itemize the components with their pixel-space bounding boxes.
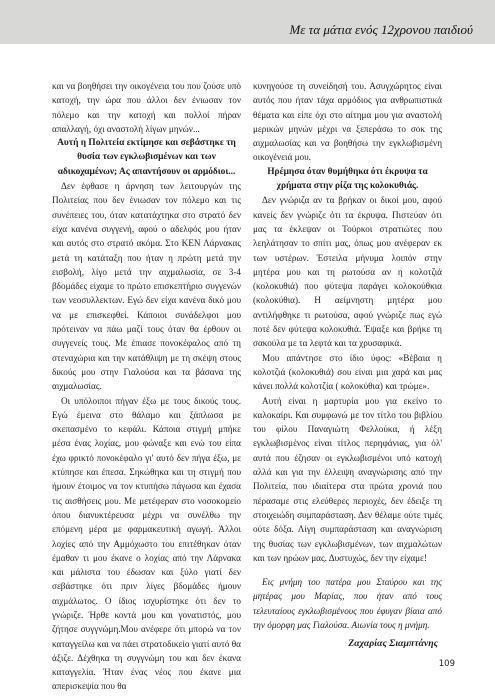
running-header-title: Με τα μάτια ενός 12χρονου παιδιού bbox=[289, 22, 473, 37]
right-text-column bbox=[253, 79, 442, 652]
paragraph: Δεν έφθασε η άρνηση των λειτουργών της Πολιτείας που δεν ένιωσαν τον πόλεμο και τις συνέπειες του, όταν κατατάχτηκα στο στρατό δεν είχα κανένα συγγενή, αφού ο αδελφός μου ήταν και αυτός στο στρατό ακόμα. Στο ΚΕΝ Λάρνακας μετά τη κατάταξη που ήταν η πρώτη μετά την εισβολή, λίγο μετά την αιχμαλωσία, σε 3-4 βδομάδες είχαμε το πρώτο επισκεπτήριο συγγενών των νεοσυλλεκτων. Εγώ δεν είχα κανένα δικό μου να με επισκεφθεί. Κάποιοι συνάδελφοι μου πρότειναν να πάω μαζί τους όταν θα έρθουν οι συγγενείς τους. Με έπιασε πονοκέφαλος από τη στεναχώρια και την κατάθλιψη με τη σκέψη στους δικούς μου στην Γιαλούσα και τα βάσανα της αιχμαλωσίας. bbox=[52, 181, 241, 392]
dedication-paragraph: Εις μνήμη του πατέρα μου Σταύρου και της μητέρας μου Μαρίας, που ήταν από τους τελευταίους εγκλωβισμένους που έφυγαν βίαια από την όμορφη μας Γιαλούσα. Αιωνία τους η μνήμη. bbox=[253, 577, 442, 630]
paragraph-continued: και να βοηθήσει την οικογένεια του που ζούσε υπό κατοχή, την ώρα που άλλοι δεν ένιωσαν τον πόλεμο και την κατοχή και πολλοί πήραν απαλλαγή, όχι αναστολή λίγων μηνών... bbox=[52, 81, 241, 134]
author-signature: Ζαχαρίας Σιαμπτάνης bbox=[348, 638, 438, 650]
bold-subheading: Ηρέμησα όταν θυμήθηκα ότι έκρυψα τα χρήματα στην ρίζα της κολοκυθιάς. bbox=[267, 166, 428, 192]
paragraph-continued: κυνηγούσε τη συνείδησή του. Ασυγχώρητος είναι αυτός που ήταν τάχα αρμόδιος για ανθρωπιστικά θέματα και είπε όχι στο αίτημα μου για αναστολή μερικών μηνών μέχρι να ξεπεράσω το σοκ της αιχμαλωσίας και να βοηθήσω την εγκλωβισμένη οικογένειά μου. bbox=[253, 81, 442, 163]
paragraph: Αυτή είναι η μαρτυρία μου για εκείνο το καλοκαίρι. Και συμφωνώ με τον τίτλο του βιβλίου του φίλου Παναγιώτη Φελλούκα, ή λέξη εγκλωβισμένος είναι τίτλος περηφάνιας, για όλ' αυτά που έζησαν οι εγκλωβισμένοι υπό κατοχή αλλά και για την έλλειψη αναγνώρισης από την Πολιτεία, που ιδιαίτερα στα πρώτα χρονιά που πέρασαμε στις ελεύθερες περιοχές, δεν έδειξε τη στοιχειώδη συμπαράσταση. Δεν θέλαμε ούτε τιμές ούτε δόξα. Λίγη συμπαράσταση και αναγνώριση της θυσίας των εγκλωβισμένων, των αιχμαλώτων και των ηρώων μας. Δυστυχώς, δεν την είχαμε! bbox=[253, 395, 442, 563]
paragraph-gap bbox=[253, 565, 442, 575]
bold-subheading: Αυτή η Πολιτεία εκτίμησε και σεβάστηκε τη θυσία των εγκλωβισμένων και των αδικοχαμένων; Ας απαντήσουν οι αρμόδιοι... bbox=[57, 138, 236, 177]
left-text-column bbox=[52, 79, 241, 694]
paragraph: Δεν γνώριζα αν τα βρήκαν οι δικοί μου, αφού κανείς δεν γνώριζε ότι τα έκρυψα. Πιστεύαν ότι μας τα έκλεψαν οι Τούρκοι στρατιώτες που λεηλάτησαν το σπίτι μας, όπως μου ανέφεραν εκ των υστέρων. Έστειλα μήνυμα λοιπόν στην μητέρα μου και τη ρωτούσα αν η κολοτζιά (κολοκυθιά) που φύτεψα παράγει κολοκούθκια (κολοκύθια). Η αείμνηστη μητέρα μου αντιλήφθηκε τι ρωτούσα, αφού γνώριζε πως εγώ ποτέ δεν φύτεψα κολοκυθιά. Έψαξε και βρήκε τη σακούλα με τα λεφτά και τα χρυσαφικά. bbox=[253, 195, 442, 349]
page-number: 109 bbox=[438, 659, 455, 669]
paragraph: Μου απάντησε στο ίδιο ύφος: «Βέβαια η κολοτζιά (κολοκυθιά) σου είναι μια χαρά και μας κάνει πολλά κολοτζία ( κολοκύθια) και τρώμε». bbox=[253, 352, 442, 392]
paragraph: Οι υπόλοιποι πήγαν έξω με τους δικούς τους. Εγώ έμεινα στο θάλαμο και ξάπλωσα με σκεπασμένο το κεφάλι. Κάποια στιγμή μπήκε μέσα ένας λοχίας, μου φώναξε και ενώ του είπα έχω φρικτό πονοκέφαλο γι' αυτό δεν πήγα έξω, με κτύπησε και έπεσα. Σηκώθηκα και τη στιγμή που ήμουν έτοιμος να τον κτυπήσω πάγωσα και έχασα τις αισθήσεις μου. Με μετέφεραν στο νοσοκομείο όπου διανυκτέρευσα μέχρι να συνέλθω την επόμενη μέρα με φαρμακευτική αγωγή. Άλλοι λοχίες από την Αμμόχωστο του επιτέθηκαν όταν έμαθαν τι μου έκανε ο λοχίας από την Λάρνακα και μάλιστα του έδωσαν και ξύλο γιατί δεν σεβάστηκε ότι πριν λίγες βδομάδες ήμουν αιχμάλωτος. Ο ίδιος ισχυρίστηκε ότι δεν το γνώριζε. Ήρθε κοντά μου και γονατιστός, μου ζήτησε συγγνώμη.Μου ανέφερε ότι μπορώ να τον καταγγείλω και να πάει στρατοδικείο γιατί αυτό θα άξιζε. Δέχθηκα τη συγγνώμη του και δεν έκανα καταγγελία. Ήταν ένας νέος που έκανε μια απερισκεψία που θα bbox=[52, 395, 241, 692]
